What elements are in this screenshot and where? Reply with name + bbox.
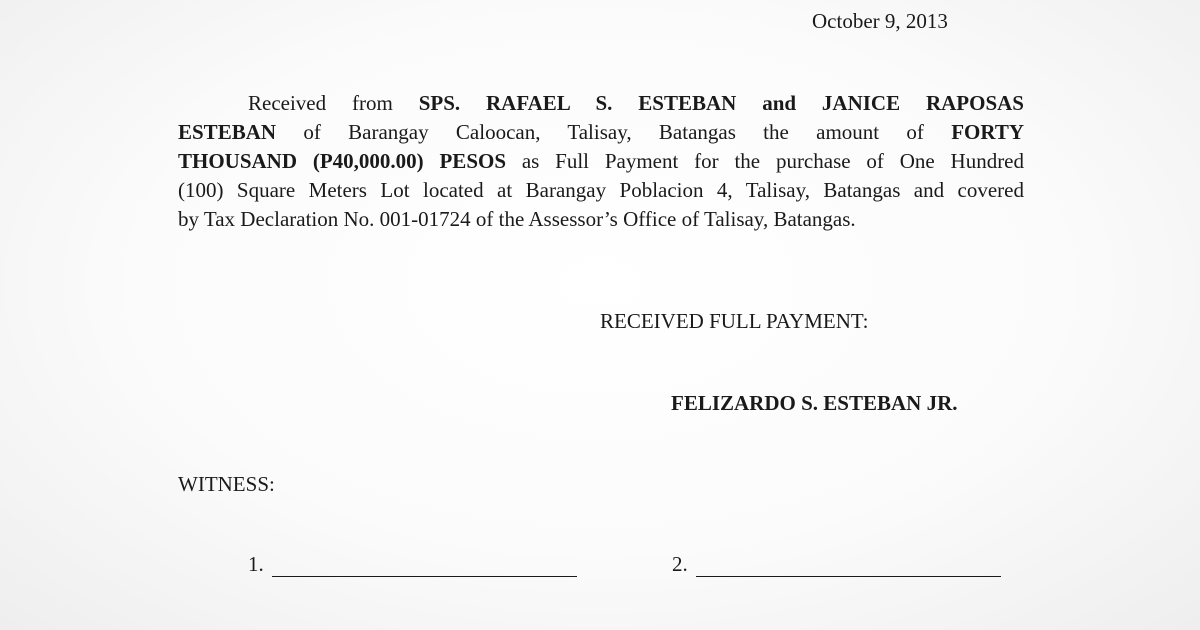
received-full-payment-label: RECEIVED FULL PAYMENT:: [600, 309, 869, 333]
receipt-line-4: (100) Square Meters Lot located at Barangay Poblacion 4, Talisay, Batangas and covered: [178, 178, 1024, 202]
received-from-text: Received from: [248, 91, 419, 115]
payer-names: SPS. RAFAEL S. ESTEBAN and JANICE RAPOSAS: [418, 91, 1024, 115]
payment-purpose-text: as Full Payment for the purchase of One Hundred: [506, 149, 1025, 173]
document-date: October 9, 2013: [812, 9, 948, 33]
receipt-line-2: [178, 118, 1024, 147]
witness-number: 1.: [248, 552, 264, 576]
witness-label: WITNESS:: [178, 472, 275, 496]
signature-blank: [272, 553, 577, 577]
witness-number: 2.: [672, 552, 688, 576]
receipt-line-5: by Tax Declaration No. 001-01724 of the Assessor’s Office of Talisay, Batangas.: [178, 207, 856, 231]
receipt-line-3: [178, 147, 1024, 176]
signature-blank: [696, 553, 1001, 577]
payer-surname: ESTEBAN: [178, 120, 277, 144]
amount-word: FORTY: [951, 120, 1024, 144]
witness-signature-line-2: [672, 552, 1001, 577]
amount-figure: THOUSAND (P40,000.00) PESOS: [178, 149, 507, 173]
receipt-line-1: [178, 89, 1024, 118]
payer-address-text: of Barangay Caloocan, Talisay, Batangas the amount of: [276, 120, 952, 144]
signatory-name: FELIZARDO S. ESTEBAN JR.: [671, 391, 958, 415]
witness-signature-line-1: [248, 552, 577, 577]
receipt-body: [178, 89, 1024, 234]
